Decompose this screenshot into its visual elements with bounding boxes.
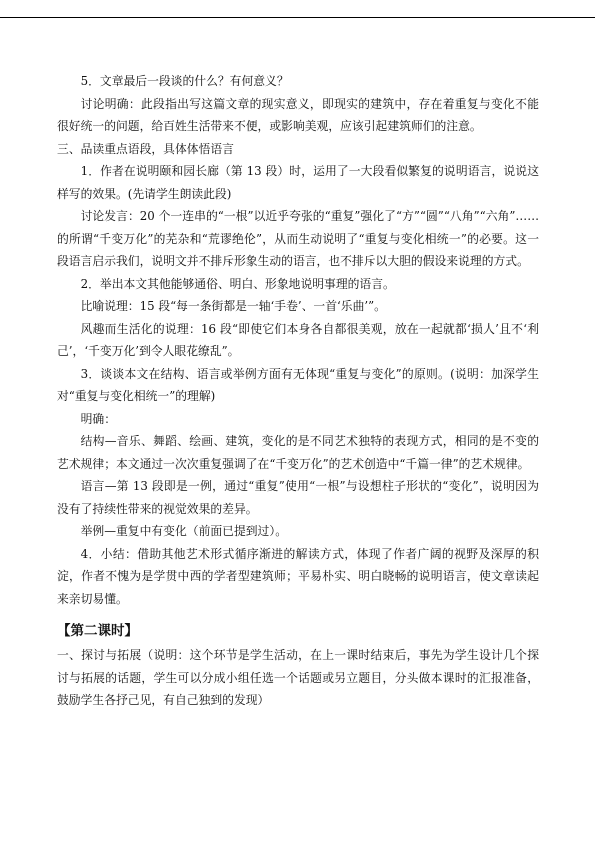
question-5: 5．文章最后一段谈的什么？有何意义？ — [80, 74, 289, 88]
header-rule — [0, 17, 595, 18]
discussion-answer-1: 讨论发言：20 个一连串的“一根”以近乎夸张的“重复”强化了“方”“圆”“八角”“六角”……的所谓“千变万化”的芜杂和“荒谬绝伦”，从而生动说明了“重复与变化相统一”的必要。这一段语言启示我们，说明文并不排斥形象生动的语言，也不排斥以大胆的假设来说理的方式。 — [57, 209, 539, 268]
exploration-intro: 一、探讨与拓展（说明：这个环节是学生活动，在上一课时结束后，事先为学生设计几个探讨与拓展的话题，学生可以分成小组任选一个话题或另立题目，分头做本课时的汇报准备，鼓励学生各抒己见，有自己独到的发现） — [57, 648, 539, 707]
example-point: 举例—重复中有变化（前面已提到过）。 — [80, 524, 288, 538]
language-point: 语言—第 13 段即是一例，通过“重复”使用“一根”与设想柱子形状的“变化”，说明因为没有了持续性带来的视觉效果的差异。 — [57, 479, 539, 516]
clarify-label: 明确： — [80, 411, 116, 426]
structure-point: 结构—音乐、舞蹈、绘画、建筑，变化的是不同艺术独特的表现方式，相同的是不变的艺术规律；本文通过一次次重复强调了在“千变万化”的艺术创造中“千篇一律”的艺术规律。 — [57, 434, 539, 471]
question-2: 2．举出本文其他能够通俗、明白、形象地说明事理的语言。 — [80, 276, 395, 291]
section-3-title: 三、品读重点语段，具体体悟语言 — [57, 141, 234, 156]
metaphor-example: 比喻说理：15 段“每一条街都是一轴‘手卷’、一首‘乐曲’”。 — [80, 299, 386, 313]
question-3: 3．谈谈本文在结构、语言或举例方面有无体现“重复与变化”的原则。(说明：加深学生对“重复与变化相统一”的理解) — [57, 366, 539, 403]
summary-4: 4．小结：借助其他艺术形式循序渐进的解读方式，体现了作者广阔的视野及深厚的积淀，作者不愧为是学贯中西的学者型建筑师；平易朴实、明白晓畅的说明语言，使文章读起来亲切易懂。 — [57, 546, 539, 606]
question-1: 1．作者在说明颐和园长廊（第 13 段）时，运用了一大段看似繁复的说明语言，说说这样写的效果。(先请学生朗读此段) — [57, 164, 539, 201]
second-lesson-heading: 【第二课时】 — [57, 623, 138, 639]
humor-example: 风趣而生活化的说理：16 段“即使它们本身各自都很美观，放在一起就都‘损人’且不‘利己’，‘千变万化’到令人眼花缭乱”。 — [57, 321, 539, 358]
discussion-answer-5: 讨论明确：此段指出写这篇文章的现实意义，即现实的建筑中，存在着重复与变化不能很好统一的问题，给百姓生活带来不便，或影响美观，应该引起建筑师们的注意。 — [57, 96, 539, 133]
document-body — [57, 70, 539, 712]
